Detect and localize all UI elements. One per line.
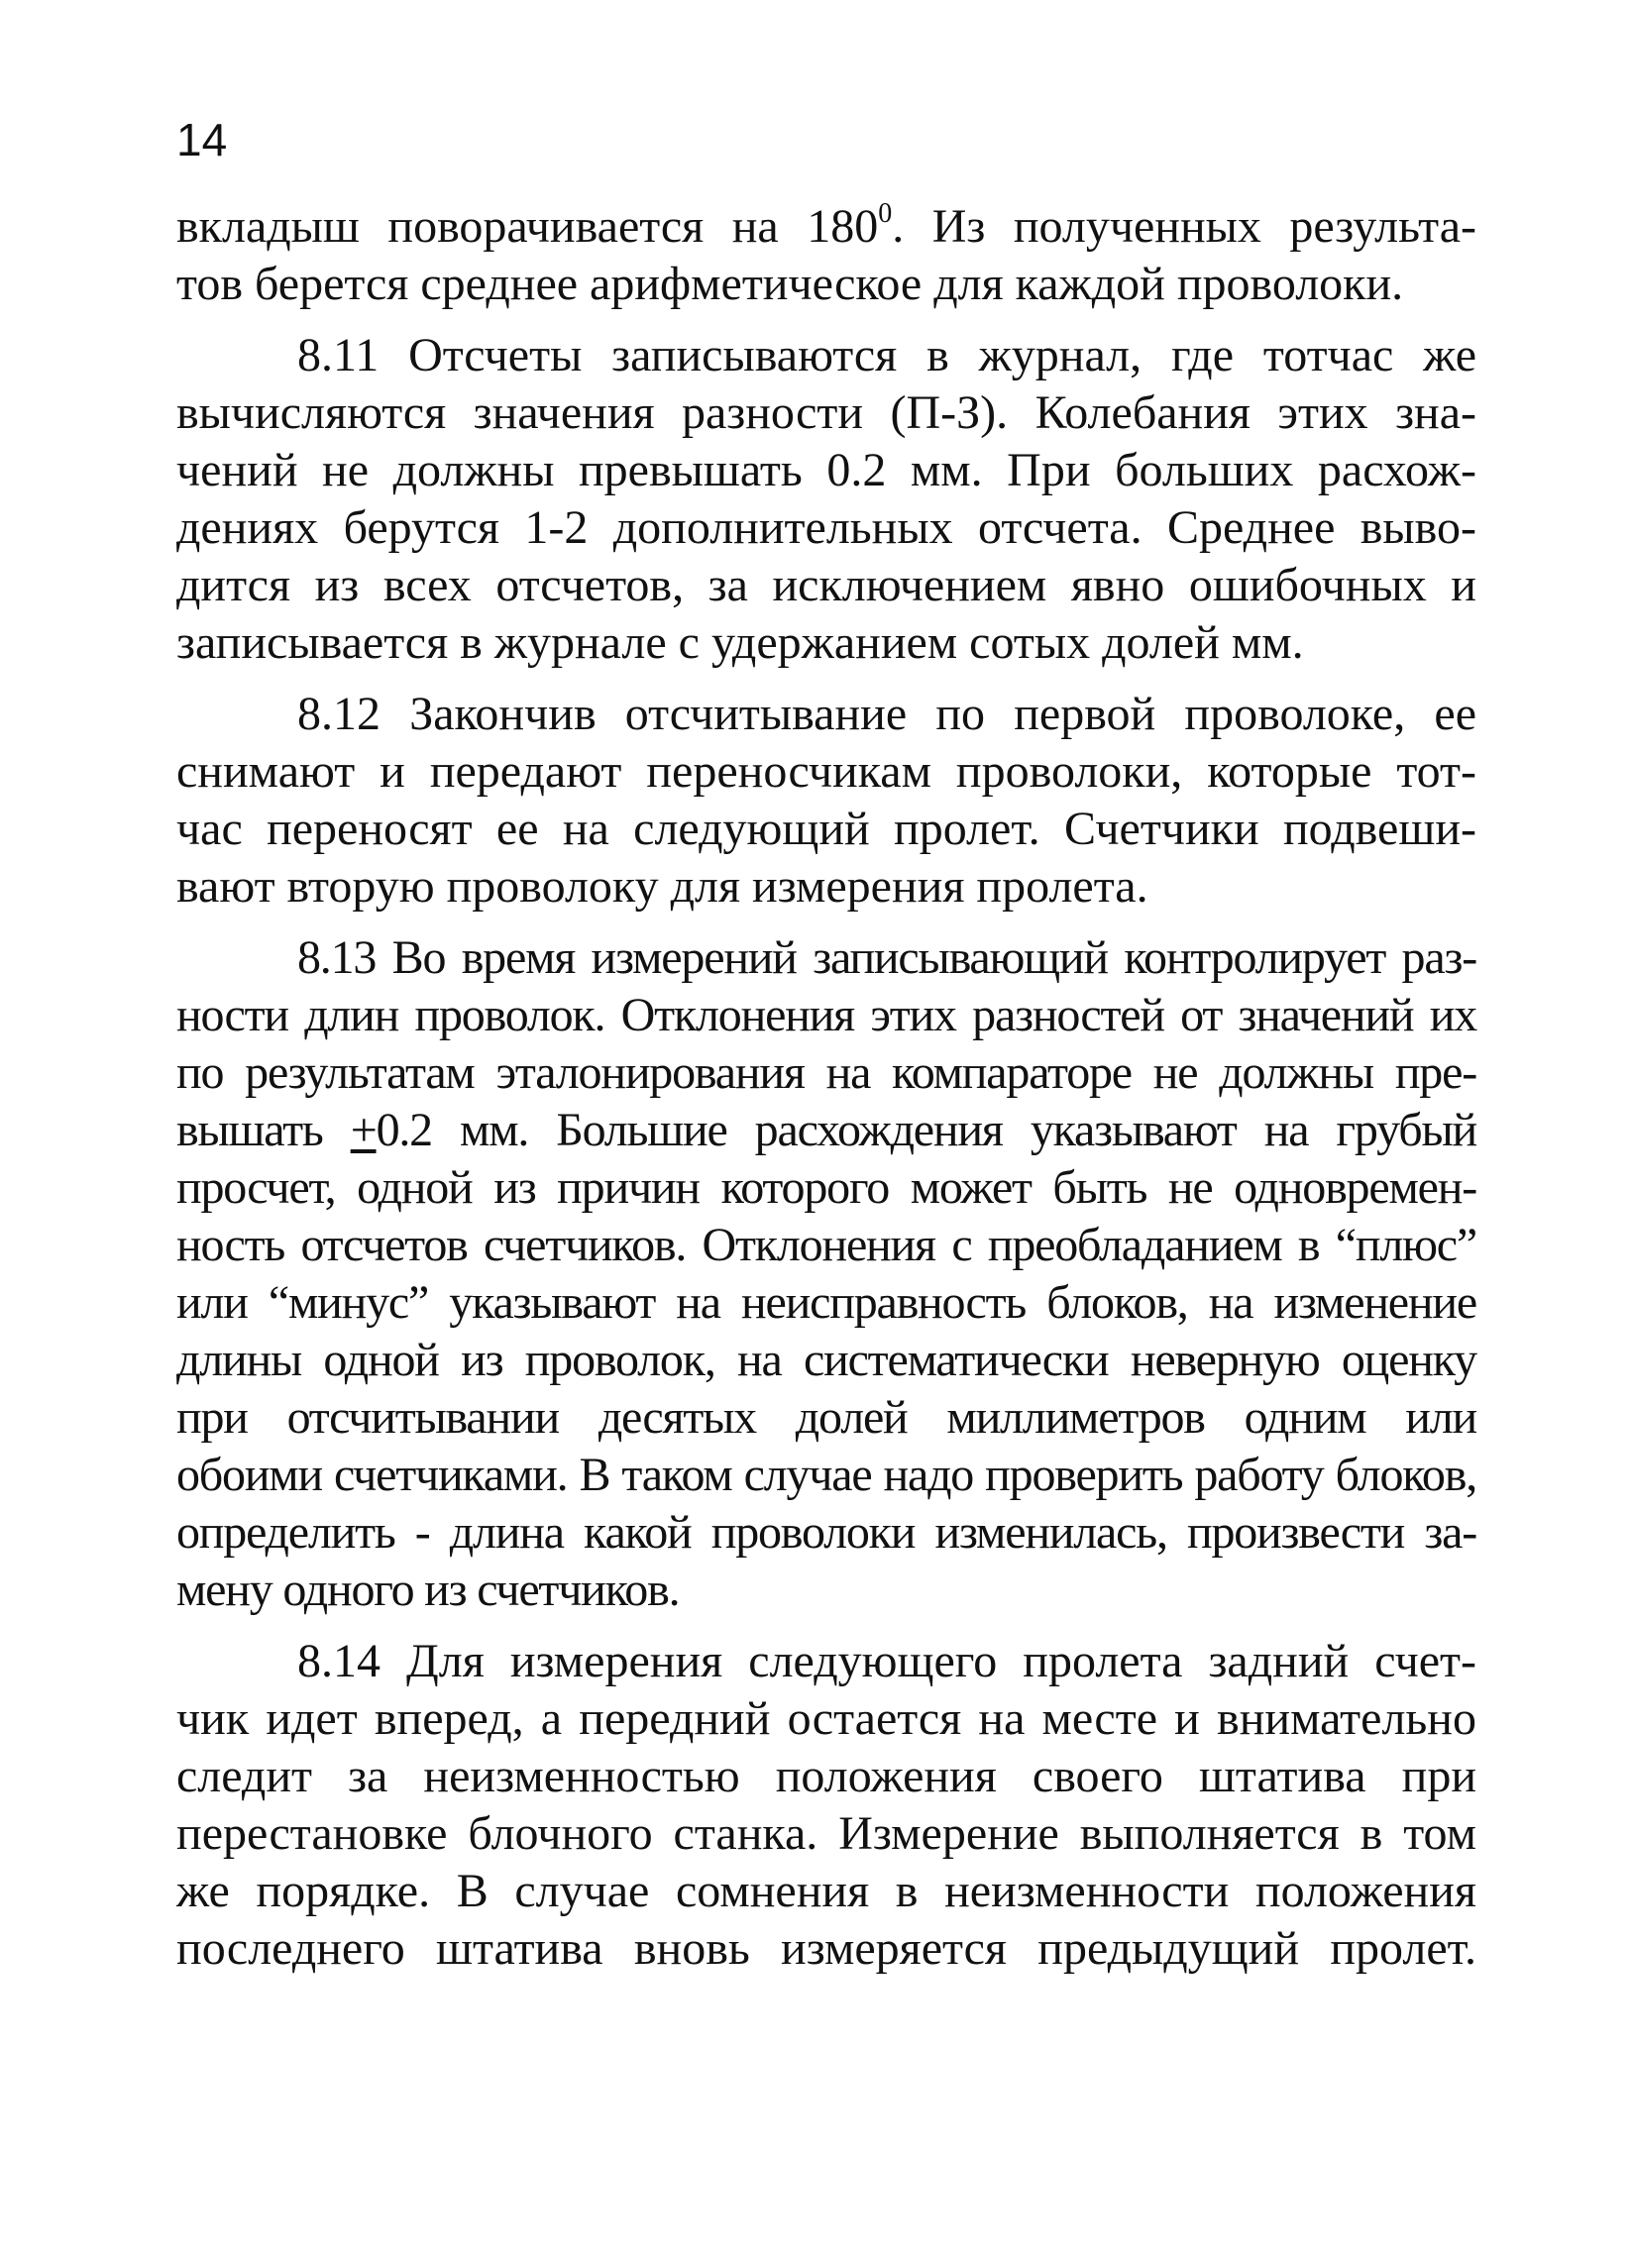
text-run: вкладыш поворачивается на 180 (176, 200, 879, 253)
text-line: вычисляются значения разности (П-З). Колебания этих зна- (176, 386, 1476, 439)
text-line: же порядке. В случае сомнения в неизменности положения (176, 1865, 1476, 1917)
text-line: вают вторую проволоку для измерения пролета. (176, 860, 1148, 913)
text-line: ность отсчетов счетчиков. Отклонения с преобладанием в “плюс” (176, 1219, 1476, 1271)
text-run: 0.2 мм. Большие расхождения указывают на грубый (376, 1104, 1477, 1156)
text-line: дениях берутся 1-2 дополнительных отсчета. Среднее выво- (176, 501, 1476, 554)
superscript-degree: 0 (878, 198, 893, 229)
text-line: по результатам эталонирования на компараторе не должны пре- (176, 1046, 1476, 1099)
text-line: или “минус” указывают на неисправность блоков, на изменение (176, 1276, 1476, 1329)
text-line: ности длин проволок. Отклонения этих разностей от значений их (176, 989, 1476, 1041)
text-run: . Из полученных результа- (892, 200, 1476, 253)
text-line: перестановке блочного станка. Измерение выполняется в том (176, 1807, 1476, 1860)
text-line: 8.11 Отсчеты записываются в журнал, где тотчас же (297, 329, 1476, 381)
text-line: дится из всех отсчетов, за исключением явно ошибочных и (176, 559, 1476, 611)
text-line: снимают и передают переносчикам проволоки, которые тот- (176, 745, 1476, 798)
text-line: при отсчитывании десятых долей миллиметров одним или (176, 1391, 1476, 1444)
text-line: обоими счетчиками. В таком случае надо проверить работу блоков, (176, 1449, 1476, 1501)
paragraph-8-14 (176, 1633, 1476, 1978)
paragraph-8-11 (176, 327, 1476, 672)
text-line: чений не должны превышать 0.2 мм. При больших расхож- (176, 444, 1476, 496)
text-line: тов берется среднее арифметическое для каждой проволоки. (176, 258, 1404, 310)
paragraph-8-12 (176, 686, 1476, 916)
text-line: час переносят ее на следующий пролет. Счетчики подвеши- (176, 803, 1476, 855)
text-line: мену одного из счетчиков. (176, 1564, 680, 1616)
plus-minus-sign: + (350, 1104, 377, 1156)
text-line: 8.14 Для измерения следующего пролета задний счет- (297, 1635, 1476, 1687)
text-line: длины одной из проволок, на систематически неверную оценку (176, 1334, 1476, 1386)
text-line: просчет, одной из причин которого может быть не одновремен- (176, 1161, 1476, 1214)
text-line: записывается в журнале с удержанием сотых долей мм. (176, 616, 1304, 669)
text-line: чик идет вперед, а передний остается на месте и внимательно (176, 1692, 1476, 1745)
text-line: определить - длина какой проволоки изменилась, произвести за- (176, 1506, 1476, 1559)
paragraph-8-13 (176, 929, 1476, 1619)
text-line: следит за неизменностью положения своего штатива при (176, 1750, 1476, 1802)
paragraph-continuation (176, 198, 1476, 313)
text-line: 8.13 Во время измерений записывающий контролирует раз- (297, 931, 1476, 984)
body-text (176, 198, 1476, 1978)
page-number: 14 (176, 114, 228, 165)
text-run: вышать (176, 1104, 351, 1156)
text-line: 8.12 Закончив отсчитывание по первой проволоке, ее (297, 688, 1476, 740)
text-line (176, 1102, 1476, 1159)
text-line: последнего штатива вновь измеряется предыдущий пролет. (176, 1922, 1476, 1975)
text-line (176, 198, 1476, 256)
